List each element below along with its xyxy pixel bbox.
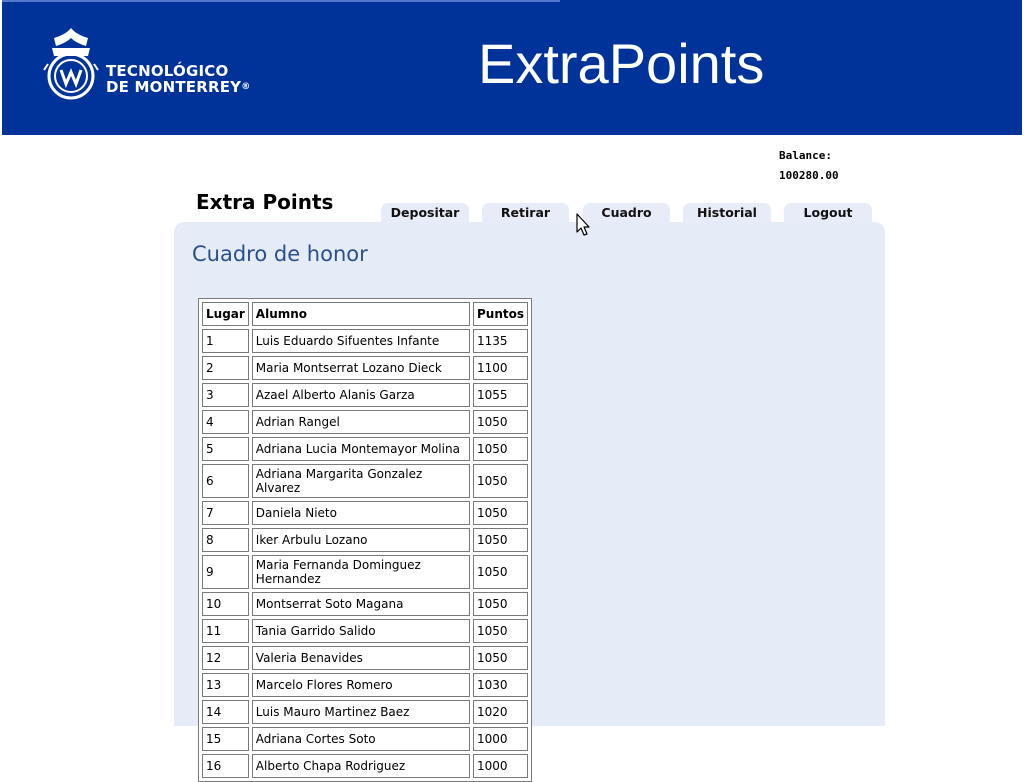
table-row [202,329,528,353]
slide-header-banner [0,0,1024,135]
cell-lugar: 5 [202,437,249,461]
cell-alumno: Alberto Chapa Rodriguez [252,754,470,778]
tab-label: Depositar [390,205,460,220]
tab-label: Cuadro [601,205,652,220]
slide-title: ExtraPoints [478,32,765,95]
honor-table-viewport[interactable] [198,298,532,773]
table-row [202,464,528,498]
cell-puntos: 1135 [473,329,528,353]
cell-lugar: 8 [202,528,249,552]
balance-value: 100280.00 [779,169,839,182]
cell-alumno: Luis Mauro Martinez Baez [252,700,470,724]
table-row [202,700,528,724]
cell-lugar: 15 [202,727,249,751]
cell-puntos: 1050 [473,437,528,461]
cell-alumno: Daniela Nieto [252,501,470,525]
cell-lugar: 2 [202,356,249,380]
cell-lugar: 4 [202,410,249,434]
table-row [202,673,528,697]
cell-alumno: Luis Eduardo Sifuentes Infante [252,329,470,353]
cell-puntos: 1055 [473,383,528,407]
table-row [202,555,528,589]
cell-puntos: 1030 [473,673,528,697]
cell-alumno: Iker Arbulu Lozano [252,528,470,552]
table-row [202,437,528,461]
cell-lugar: 12 [202,646,249,670]
table-row [202,528,528,552]
tab-label: Historial [697,205,757,220]
table-row [202,646,528,670]
cell-puntos: 1050 [473,592,528,616]
table-header-row [202,302,528,326]
cell-lugar: 13 [202,673,249,697]
cell-alumno: Adriana Lucia Montemayor Molina [252,437,470,461]
cell-puntos: 1050 [473,501,528,525]
column-header-alumno: Alumno [252,302,470,326]
table-row [202,592,528,616]
cell-alumno: Marcelo Flores Romero [252,673,470,697]
table-row [202,383,528,407]
cell-alumno: Adriana Cortes Soto [252,727,470,751]
cell-puntos: 1050 [473,410,528,434]
cell-lugar: 16 [202,754,249,778]
cell-puntos: 1100 [473,356,528,380]
tab-label: Retirar [500,205,551,220]
table-row [202,754,528,778]
table-row [202,356,528,380]
cell-lugar: 11 [202,619,249,643]
cell-puntos: 1050 [473,464,528,498]
tec-logo-wordmark [106,63,250,95]
cell-lugar: 14 [202,700,249,724]
cell-puntos: 1050 [473,528,528,552]
cell-alumno: Montserrat Soto Magana [252,592,470,616]
cell-lugar: 1 [202,329,249,353]
cell-alumno: Maria Montserrat Lozano Dieck [252,356,470,380]
cell-lugar: 10 [202,592,249,616]
cell-puntos: 1050 [473,619,528,643]
cell-lugar: 6 [202,464,249,498]
tec-seal-logo-icon [42,26,100,102]
registered-mark: ® [241,82,251,92]
table-row [202,619,528,643]
cell-puntos: 1020 [473,700,528,724]
table-row [202,410,528,434]
cell-puntos: 1000 [473,754,528,778]
cell-alumno: Valeria Benavides [252,646,470,670]
cell-alumno: Adrian Rangel [252,410,470,434]
cell-alumno: Tania Garrido Salido [252,619,470,643]
column-header-puntos: Puntos [473,302,528,326]
mouse-pointer-icon [576,213,592,239]
logo-line-2: DE MONTERREY® [106,78,251,96]
cell-alumno: Azael Alberto Alanis Garza [252,383,470,407]
cell-puntos: 1050 [473,646,528,670]
cell-alumno: Adriana Margarita Gonzalez Alvarez [252,464,470,498]
cell-lugar: 9 [202,555,249,589]
column-header-lugar: Lugar [202,302,249,326]
banner-top-line [0,0,560,2]
app-title: Extra Points [196,190,334,214]
page-heading: Cuadro de honor [192,242,368,266]
logo-line-1: TECNOLÓGICO [106,62,229,80]
cell-alumno: Maria Fernanda Dominguez Hernandez [252,555,470,589]
cell-puntos: 1000 [473,727,528,751]
honor-table [198,298,532,782]
cell-lugar: 3 [202,383,249,407]
cell-puntos: 1050 [473,555,528,589]
banner-left-edge [0,0,2,135]
balance-label: Balance: [779,149,832,162]
table-row [202,727,528,751]
cell-lugar: 7 [202,501,249,525]
tab-label: Logout [803,205,853,220]
table-row [202,501,528,525]
